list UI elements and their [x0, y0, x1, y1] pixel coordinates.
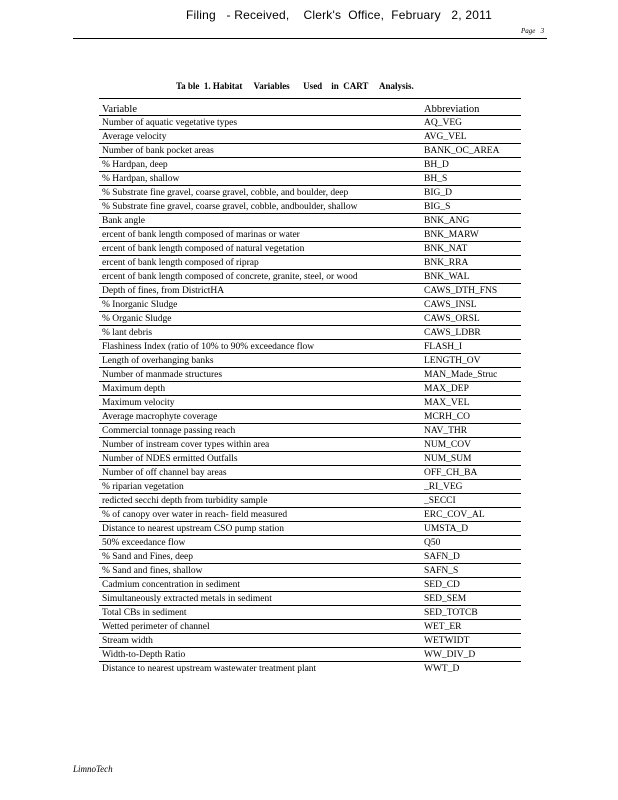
abbreviation-cell: BNK_ANG [420, 214, 521, 228]
abbreviation-cell: BNK_MARW [420, 228, 521, 242]
variable-cell: Maximum depth [99, 382, 420, 396]
variable-cell: Distance to nearest upstream CSO pump station [99, 522, 420, 536]
variable-cell: Cadmium concentration in sediment [99, 578, 420, 592]
table-row [99, 452, 521, 466]
abbreviation-cell: SAFN_S [420, 564, 521, 578]
abbreviation-cell: _RI_VEG [420, 480, 521, 494]
table-row [99, 326, 521, 340]
table-row [99, 424, 521, 438]
abbreviation-cell: _SECCI [420, 494, 521, 508]
variable-cell: % Hardpan, shallow [99, 172, 420, 186]
table-caption: Ta ble 1. Habitat Variables Used in CART Analysis. [176, 81, 414, 91]
table-row [99, 396, 521, 410]
variable-cell: ercent of bank length composed of riprap [99, 256, 420, 270]
abbreviation-cell: SED_TOTCB [420, 606, 521, 620]
abbreviation-cell: NUM_SUM [420, 452, 521, 466]
table-row [99, 410, 521, 424]
table-row [99, 158, 521, 172]
abbreviation-cell: CAWS_INSL [420, 298, 521, 312]
abbreviation-cell: WW_DIV_D [420, 648, 521, 662]
abbreviation-cell: BNK_RRA [420, 256, 521, 270]
variable-cell: Total CBs in sediment [99, 606, 420, 620]
abbreviation-cell: BNK_NAT [420, 242, 521, 256]
table-row [99, 172, 521, 186]
abbreviation-cell: WETWIDT [420, 634, 521, 648]
variable-cell: Number of off channel bay areas [99, 466, 420, 480]
variable-cell: Flashiness Index (ratio of 10% to 90% exceedance flow [99, 340, 420, 354]
table-row [99, 564, 521, 578]
variable-cell: Number of NDES ermitted Outfalls [99, 452, 420, 466]
abbreviation-cell: WET_ER [420, 620, 521, 634]
column-header-variable: Variable [99, 99, 420, 116]
table-row [99, 368, 521, 382]
variable-cell: % lant debris [99, 326, 420, 340]
table-row [99, 662, 521, 676]
variable-cell: ercent of bank length composed of marinas or water [99, 228, 420, 242]
variable-cell: % Sand and Fines, deep [99, 550, 420, 564]
variable-cell: % Hardpan, deep [99, 158, 420, 172]
abbreviation-cell: NAV_THR [420, 424, 521, 438]
variable-cell: Number of instream cover types within area [99, 438, 420, 452]
abbreviation-cell: OFF_CH_BA [420, 466, 521, 480]
table-row [99, 634, 521, 648]
table-row [99, 284, 521, 298]
variable-cell: Simultaneously extracted metals in sediment [99, 592, 420, 606]
table-row [99, 256, 521, 270]
column-header-abbreviation: Abbreviation [420, 99, 521, 116]
abbreviation-cell: Q50 [420, 536, 521, 550]
variable-cell: ercent of bank length composed of concrete, granite, steel, or wood [99, 270, 420, 284]
abbreviation-cell: CAWS_DTH_FNS [420, 284, 521, 298]
abbreviation-cell: FLASH_I [420, 340, 521, 354]
table-row [99, 438, 521, 452]
abbreviation-cell: NUM_COV [420, 438, 521, 452]
table-row [99, 340, 521, 354]
abbreviation-cell: BIG_S [420, 200, 521, 214]
variable-cell: Length of overhanging banks [99, 354, 420, 368]
table-row [99, 214, 521, 228]
variable-cell: Average velocity [99, 130, 420, 144]
table-row [99, 382, 521, 396]
table-row [99, 186, 521, 200]
page-number: Page 3 [521, 27, 545, 35]
table-row [99, 144, 521, 158]
filing-stamp-header: Filing - Received, Clerk's Office, February 2, 2011 [186, 8, 492, 22]
variable-cell: Maximum velocity [99, 396, 420, 410]
abbreviation-cell: LENGTH_OV [420, 354, 521, 368]
abbreviation-cell: BH_D [420, 158, 521, 172]
variable-cell: % Inorganic Sludge [99, 298, 420, 312]
table-row [99, 466, 521, 480]
abbreviation-cell: SED_CD [420, 578, 521, 592]
footer-company: LimnoTech [73, 764, 113, 774]
table-row [99, 242, 521, 256]
table-row [99, 228, 521, 242]
table-row [99, 508, 521, 522]
abbreviation-cell: BANK_OC_AREA [420, 144, 521, 158]
variable-cell: Average macrophyte coverage [99, 410, 420, 424]
table-row [99, 536, 521, 550]
table-row [99, 648, 521, 662]
table-row [99, 130, 521, 144]
abbreviation-cell: CAWS_ORSL [420, 312, 521, 326]
abbreviation-cell: MCRH_CO [420, 410, 521, 424]
table-row [99, 620, 521, 634]
table-row [99, 592, 521, 606]
variable-cell: % Substrate fine gravel, coarse gravel, cobble, andboulder, shallow [99, 200, 420, 214]
habitat-variables-table [99, 98, 521, 675]
variable-cell: Bank angle [99, 214, 420, 228]
header-rule [73, 38, 547, 39]
abbreviation-cell: MAX_VEL [420, 396, 521, 410]
abbreviation-cell: SED_SEM [420, 592, 521, 606]
abbreviation-cell: CAWS_LDBR [420, 326, 521, 340]
abbreviation-cell: MAN_Made_Struc [420, 368, 521, 382]
variable-cell: % Sand and fines, shallow [99, 564, 420, 578]
table-row [99, 606, 521, 620]
variable-cell: Stream width [99, 634, 420, 648]
abbreviation-cell: AQ_VEG [420, 116, 521, 130]
abbreviation-cell: BIG_D [420, 186, 521, 200]
table-row [99, 270, 521, 284]
variable-cell: Distance to nearest upstream wastewater treatment plant [102, 664, 317, 674]
table-header-row [99, 99, 521, 116]
variable-cell: Number of aquatic vegetative types [99, 116, 420, 130]
variable-cell: Depth of fines, from DistrictHA [99, 284, 420, 298]
table-row [99, 354, 521, 368]
variable-cell: % riparian vegetation [99, 480, 420, 494]
table-row [99, 298, 521, 312]
table-row [99, 116, 521, 130]
variable-cell: % of canopy over water in reach- field measured [99, 508, 420, 522]
variable-cell: ercent of bank length composed of natural vegetation [99, 242, 420, 256]
abbreviation-cell: ERC_COV_AL [420, 508, 521, 522]
variable-cell: % Substrate fine gravel, coarse gravel, cobble, and boulder, deep [99, 186, 420, 200]
abbreviation-cell: BNK_WAL [420, 270, 521, 284]
table-row [99, 550, 521, 564]
variable-cell: Wetted perimeter of channel [99, 620, 420, 634]
abbreviation-cell: SAFN_D [420, 550, 521, 564]
table-row [99, 494, 521, 508]
variable-cell: Commercial tonnage passing reach [99, 424, 420, 438]
variable-cell: 50% exceedance flow [99, 536, 420, 550]
table-row [99, 522, 521, 536]
abbreviation-cell: UMSTA_D [420, 522, 521, 536]
abbreviation-cell: AVG_VEL [420, 130, 521, 144]
variable-cell: Number of bank pocket areas [99, 144, 420, 158]
table-row [99, 480, 521, 494]
variable-cell: Width-to-Depth Ratio [99, 648, 420, 662]
abbreviation-cell: MAX_DEP [420, 382, 521, 396]
abbreviation-cell: WWT_D [424, 664, 460, 674]
table-row [99, 578, 521, 592]
abbreviation-cell: BH_S [420, 172, 521, 186]
table-row [99, 200, 521, 214]
table-row [99, 312, 521, 326]
variable-cell: % Organic Sludge [99, 312, 420, 326]
variable-cell: Number of manmade structures [99, 368, 420, 382]
variable-cell: redicted secchi depth from turbidity sample [99, 494, 420, 508]
